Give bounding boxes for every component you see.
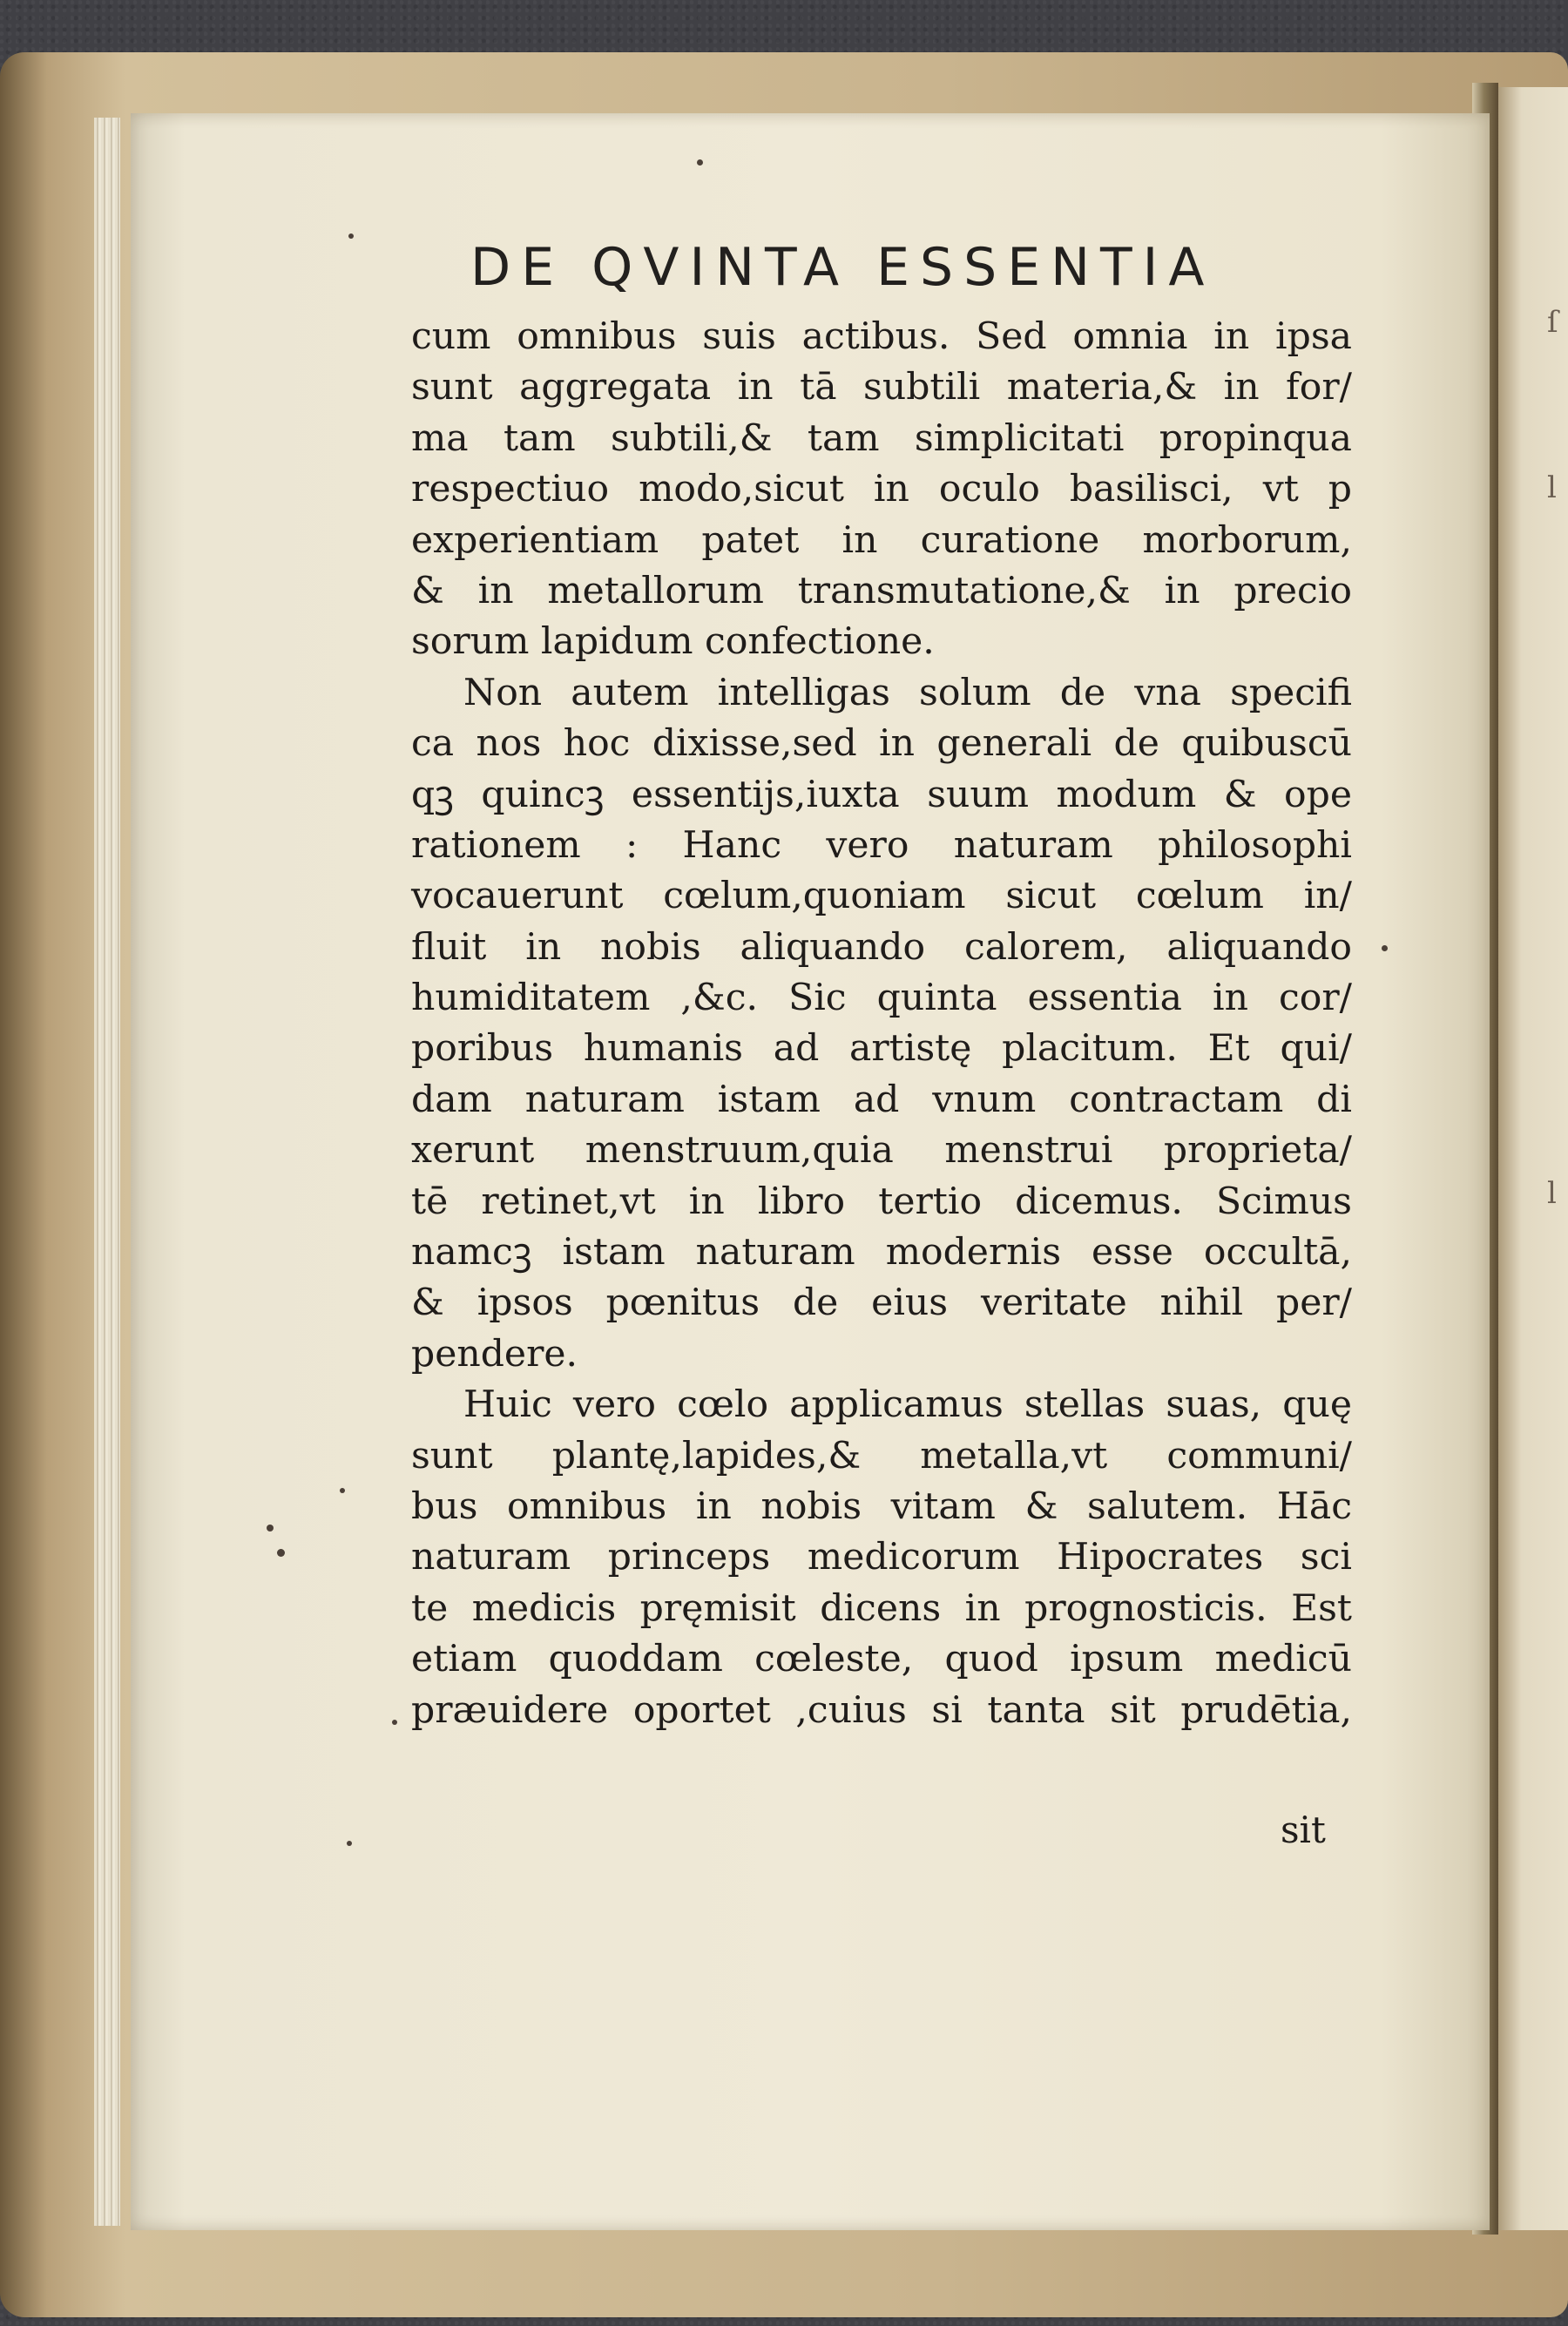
- text-line: qꝫ quincꝫ essentijs,iuxta suum modum & ope: [411, 773, 1352, 816]
- facing-page-glyph: l: [1547, 470, 1557, 505]
- text-line: præuidere oportet ,cuius si tanta sit prudētia,: [411, 1688, 1352, 1732]
- facing-page-edge: [1497, 87, 1568, 2230]
- text-line: namcꝫ istam naturam modernis esse occultā,: [411, 1231, 1352, 1275]
- text-line: Huic vero cœlo applicamus stellas suas, quę: [463, 1383, 1352, 1427]
- text-line: fluit in nobis aliquando calorem, aliquando: [411, 925, 1352, 969]
- text-line: sunt aggregata in tā subtili materia,& in for/: [411, 366, 1352, 409]
- text-line: xerunt menstruum,quia menstrui proprieta/: [411, 1129, 1352, 1173]
- text-line: & in metallorum transmutatione,& in precio: [411, 569, 1352, 612]
- page-speck: [347, 1841, 352, 1846]
- facing-page-glyph: l: [1547, 1176, 1557, 1211]
- text-line: bus omnibus in nobis vitam & salutem. Hāc: [411, 1484, 1352, 1528]
- text-line: vocauerunt cœlum,quoniam sicut cœlum in/: [411, 875, 1352, 918]
- text-line: cum omnibus suis actibus. Sed omnia in ipsa: [411, 315, 1352, 358]
- page-speck: [340, 1488, 345, 1493]
- page-body-text: [411, 312, 1352, 1736]
- text-line: etiam quoddam cœleste, quod ipsum medicū: [411, 1638, 1352, 1681]
- text-line: dam naturam istam ad vnum contractam di: [411, 1078, 1352, 1121]
- running-head: DE QVINTA ESSENTIA: [470, 237, 1215, 298]
- text-line: ma tam subtili,& tam simplicitati propinqua: [411, 416, 1352, 460]
- text-line: sorum lapidum confectione.: [411, 620, 935, 664]
- text-line: rationem : Hanc vero naturam philosophi: [411, 823, 1352, 867]
- page-speck: [348, 233, 354, 239]
- catchword: sit: [1281, 1809, 1326, 1851]
- text-line: & ipsos pœnitus de eius veritate nihil per/: [411, 1281, 1352, 1325]
- text-line: experientiam patet in curatione morborum,: [411, 518, 1352, 562]
- page-speck: [277, 1549, 285, 1557]
- text-line: respectiuo modo,sicut in oculo basilisci, vt p: [411, 468, 1352, 511]
- text-line: tē retinet,vt in libro tertio dicemus. Scimus: [411, 1180, 1352, 1223]
- text-line: Non autem intelligas solum de vna specifi: [463, 671, 1352, 714]
- page-speck: [1382, 945, 1388, 951]
- text-line: humiditatem ,&c. Sic quinta essentia in cor/: [411, 977, 1352, 1020]
- page-speck: [697, 159, 703, 166]
- text-line: poribus humanis ad artistę placitum. Et qui/: [411, 1027, 1352, 1071]
- page-speck: [392, 1720, 397, 1725]
- facing-page-glyph: ſ: [1547, 305, 1558, 340]
- text-line: pendere.: [411, 1332, 578, 1376]
- page-speck: [267, 1525, 274, 1532]
- text-line: sunt plantę,lapides,& metalla,vt communi/: [411, 1434, 1352, 1477]
- text-line: te medicis pręmisit dicens in prognosticis. Est: [411, 1586, 1352, 1630]
- text-line: naturam princeps medicorum Hipocrates sci: [411, 1536, 1352, 1579]
- text-line: ca nos hoc dixisse,sed in generali de quibuscū: [411, 722, 1352, 766]
- page-edges: [94, 118, 120, 2226]
